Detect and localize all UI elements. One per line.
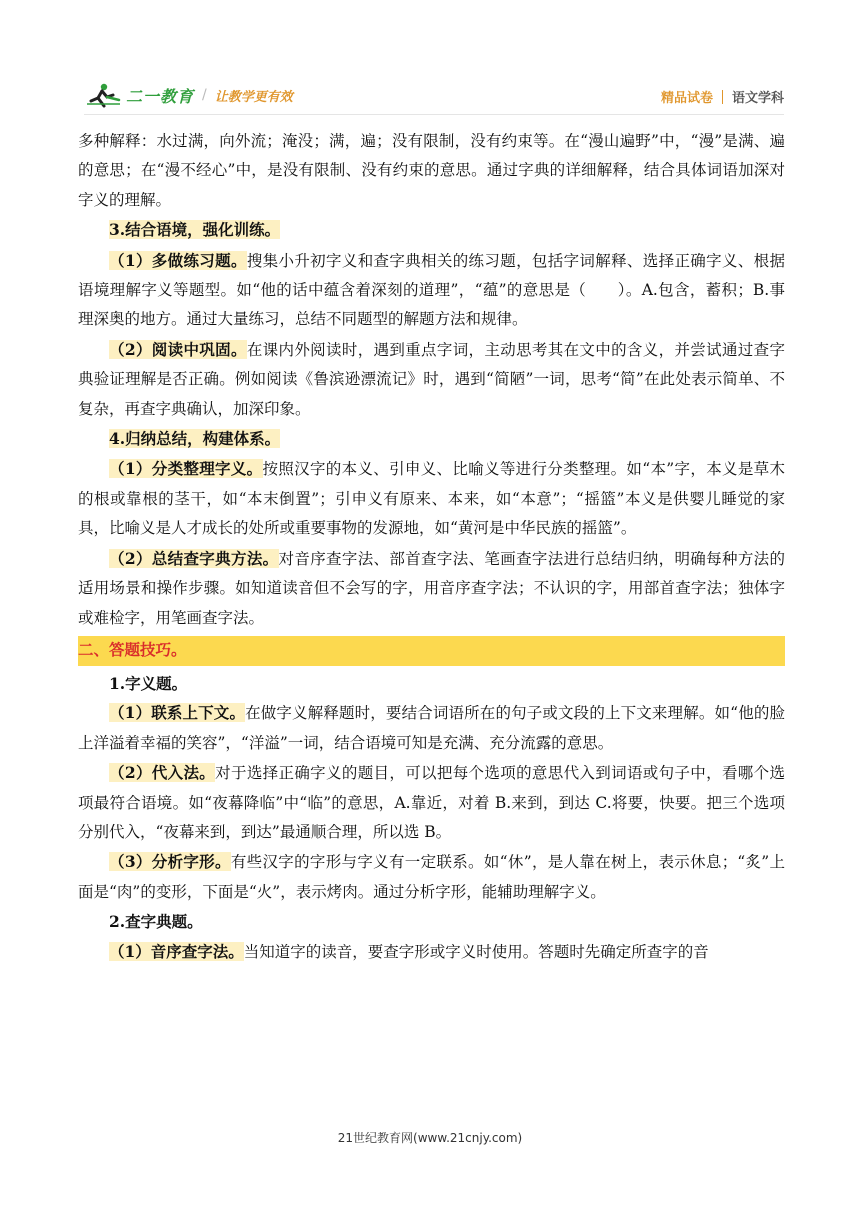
subheading-text: 3.结合语境，强化训练。 (109, 220, 281, 240)
item-label: （2）总结查字典方法。 (109, 548, 279, 568)
paragraph (78, 758, 785, 847)
subheading-text: 4.归纳总结，构建体系。 (109, 429, 281, 449)
logo-text: 二一教育 (126, 86, 195, 106)
paragraph (78, 454, 785, 543)
section-heading: 二、答题技巧。 (78, 636, 785, 666)
logo-separator: / (202, 87, 207, 103)
item-label: （3）分析字形。 (109, 852, 231, 872)
item-text: 按照汉字的本义、引申义、比喻义等进行分类整理。如“本”字，本义是草木的根或靠根的茎干，如“本末倒置”；引申义有原来、本来，如“本意”；“摇篮”本义是供婴儿睡觉的家具，比喻义是人才成长的处所或重要事物的发源地，如“黄河是中华民族的摇篮”。 (78, 460, 785, 538)
item-text: 在做字义解释题时，要结合词语所在的句子或文段的上下文来理解。如“他的脸上洋溢着幸福的笑容”，“洋溢”一词，结合语境可知是充满、充分流露的意思。 (78, 704, 785, 752)
page-header (84, 80, 784, 110)
slogan: 让教学更有效 (214, 89, 293, 105)
paragraph (78, 698, 785, 758)
item-text: 对于选择正确字义的题目，可以把每个选项的意思代入到词语或句子中，看哪个选项最符合语境。如“夜幕降临”中“临”的意思，A.靠近，对着 B.来到，到达 C.将要，快要。把三个选项分别代入，“夜幕来到，到达”最通顺合理，所以选 B。 (78, 764, 785, 841)
document-body (78, 127, 785, 967)
item-label: （1）联系上下文。 (109, 703, 246, 723)
paragraph (78, 335, 785, 424)
item-text: 当知道字的读音，要查字形或字义时使用。答题时先确定所查字的音 (243, 942, 709, 961)
item-label: （1）分类整理字义。 (109, 459, 263, 479)
paragraph (78, 544, 785, 633)
subject-label: 语文学科 (731, 91, 784, 106)
header-divider (722, 90, 723, 104)
item-label: （2）代入法。 (109, 763, 216, 783)
item-label: （1）多做练习题。 (109, 250, 247, 270)
subheading: 1.字义题。 (109, 673, 188, 693)
brand-label: 精品试卷 (660, 91, 713, 106)
item-label: （2）阅读中巩固。 (109, 339, 247, 359)
subheading (78, 215, 785, 245)
site-logo[interactable] (84, 82, 293, 108)
page-footer[interactable]: 21世纪教育网(www.21cnjy.com) (337, 1131, 523, 1145)
paragraph (78, 246, 785, 335)
header-rule (84, 114, 784, 115)
item-text: 在课内外阅读时，遇到重点字词，主动思考其在文中的含义，并尝试通过查字典验证理解是否正确。例如阅读《鲁滨逊漂流记》时，遇到“简陋”一词，思考“简”在此处表示简单、不复杂，再查字典确认，加深印象。 (78, 340, 785, 418)
running-figure-icon (84, 82, 124, 108)
paragraph (78, 847, 785, 907)
item-text: 对音序查字法、部首查字法、笔画查字法进行总结归纳，明确每种方法的适用场景和操作步骤。如知道读音但不会写的字，用音序查字法；不认识的字，用部首查字法；独体字或难检字，用笔画查字法。 (78, 549, 785, 627)
header-right (661, 87, 784, 106)
paragraph: 多种解释：水过满，向外流；淹没；满，遍；没有限制，没有约束等。在“漫山遍野”中，“漫”是满、遍的意思；在“漫不经心”中，是没有限制、没有约束的意思。通过字典的详细解释，结合具体词语加深对字义的理解。 (78, 132, 785, 209)
subheading (78, 424, 785, 454)
item-text: 有些汉字的字形与字义有一定联系。如“休”，是人靠在树上，表示休息；“炙”上面是“肉”的变形，下面是“火”，表示烤肉。通过分析字形，能辅助理解字义。 (78, 853, 785, 901)
paragraph (78, 937, 785, 967)
item-text: 搜集小升初字义和查字典相关的练习题，包括字词解释、选择正确字义、根据语境理解字义等题型。如“他的话中蕴含着深刻的道理”，“蕴”的意思是（ ）。A.包含，蓄积；B.事理深奥的地方。通过大量练习，总结不同题型的解题方法和规律。 (78, 251, 785, 329)
subheading: 2.查字典题。 (109, 912, 203, 932)
item-label: （1）音序查字法。 (109, 941, 244, 961)
